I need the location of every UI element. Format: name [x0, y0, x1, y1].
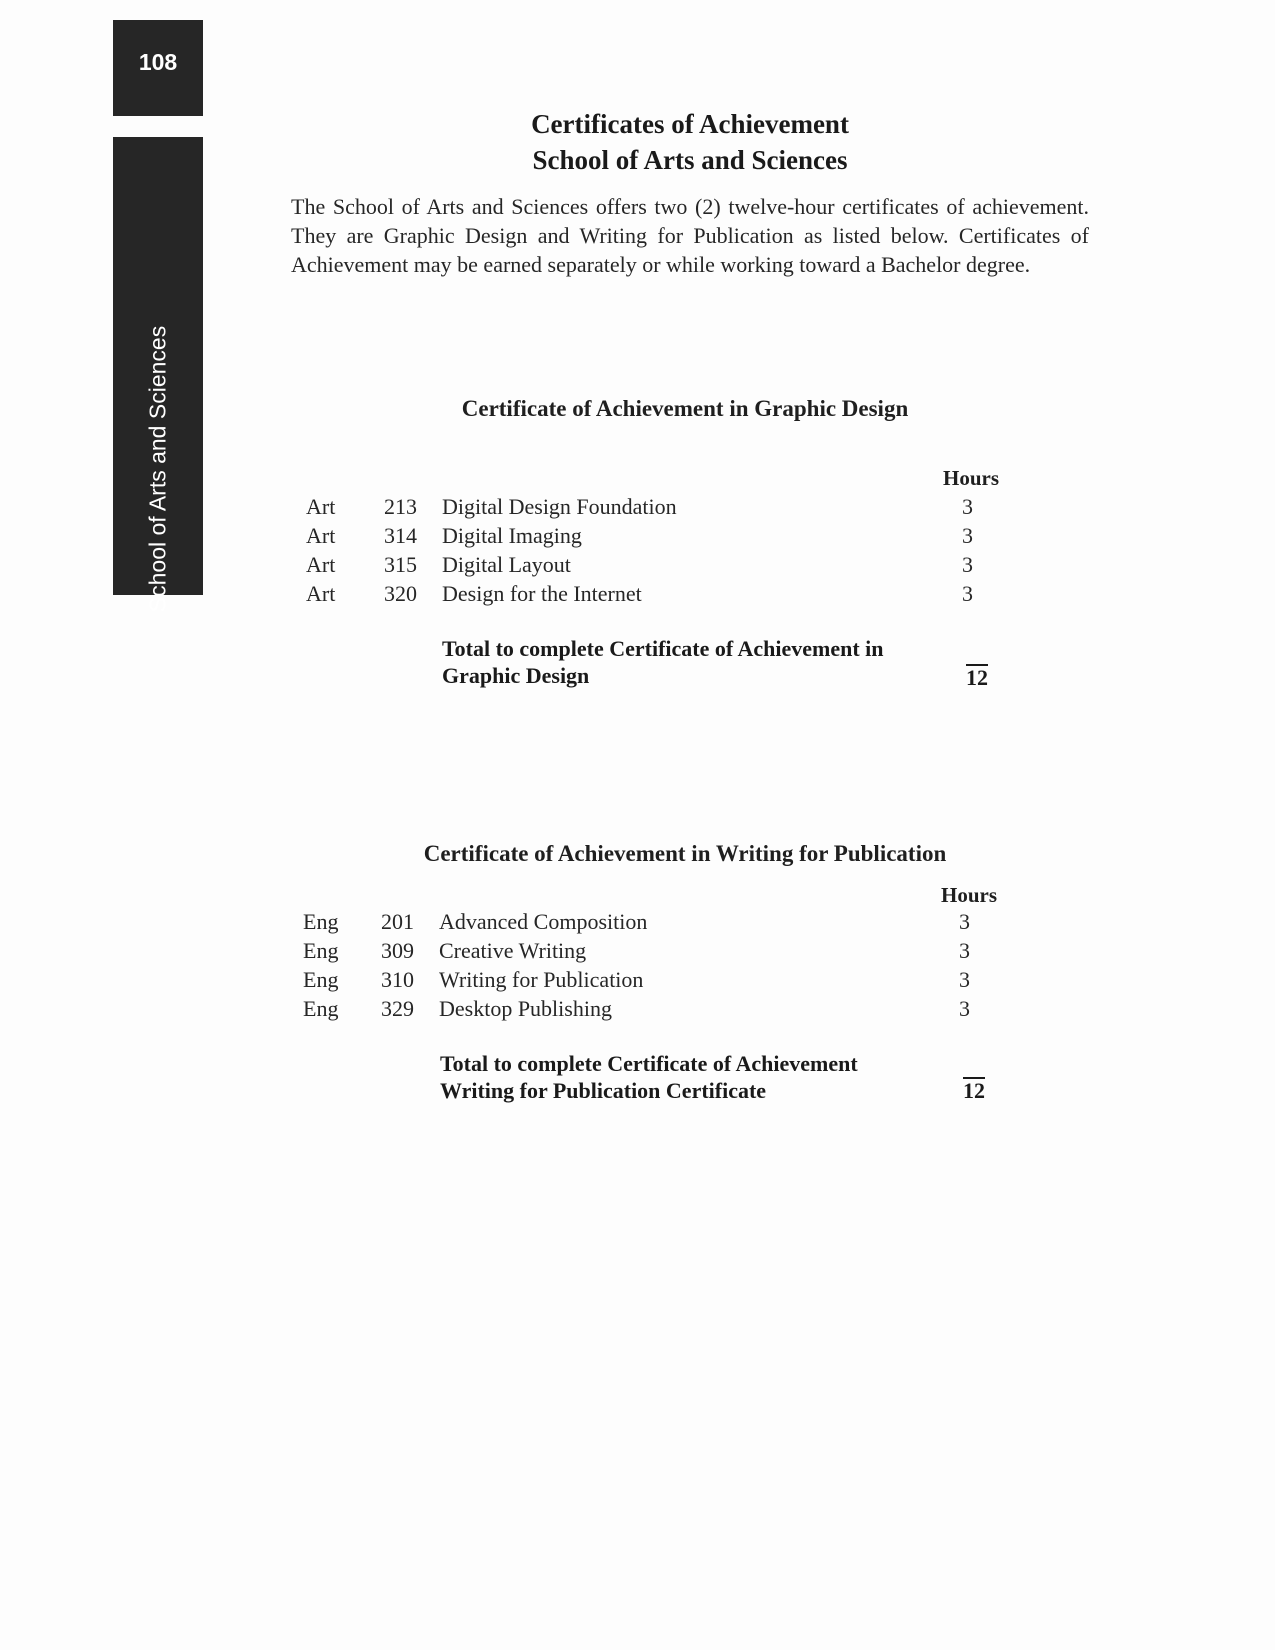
page-title-line2: School of Arts and Sciences — [532, 145, 848, 175]
page-number-tab — [113, 20, 203, 116]
course-name: Writing for Publication — [439, 967, 644, 992]
graphic-design-total — [442, 635, 922, 689]
course-name: Desktop Publishing — [439, 996, 612, 1021]
graphic-design-heading: Certificate of Achievement in Graphic Design — [461, 396, 909, 421]
course-name: Digital Layout — [442, 552, 571, 577]
course-name: Advanced Composition — [439, 909, 648, 934]
course-hours: 3 — [962, 494, 973, 519]
course-dept: Art — [306, 523, 336, 548]
writing-publication-hours-header: Hours — [941, 883, 998, 907]
total-line1: Total to complete Certificate of Achievement — [440, 1051, 858, 1076]
intro-paragraph: The School of Arts and Sciences offers two (2) twelve-hour certificates of achievement. They are Graphic Design and Writing for Publication as listed below. Certificates of Achievement may be earned separately or while working toward a Bachelor degree. — [291, 194, 1089, 277]
course-dept: Eng — [303, 996, 339, 1021]
course-hours: 3 — [962, 523, 973, 548]
graphic-design-hours-header: Hours — [943, 466, 1000, 490]
course-dept: Eng — [303, 938, 339, 963]
page-title-line1: Certificates of Achievement — [531, 109, 849, 139]
page-number: 108 — [138, 49, 178, 75]
section-tab — [113, 137, 203, 613]
course-number: 315 — [384, 552, 417, 577]
writing-publication-total — [440, 1050, 920, 1104]
graphic-design-total-hours: 12 — [966, 665, 988, 690]
course-hours: 3 — [959, 996, 970, 1021]
course-number: 201 — [381, 909, 414, 934]
course-number: 320 — [384, 581, 417, 606]
course-dept: Art — [306, 552, 336, 577]
course-number: 314 — [384, 523, 417, 548]
course-dept: Art — [306, 494, 336, 519]
course-number: 310 — [381, 967, 414, 992]
writing-publication-total-hours: 12 — [963, 1078, 985, 1103]
course-hours: 3 — [962, 552, 973, 577]
section-tab-label: School of Arts and Sciences — [144, 325, 171, 613]
course-hours: 3 — [959, 909, 970, 934]
course-number: 213 — [384, 494, 417, 519]
course-name: Digital Design Foundation — [442, 494, 677, 519]
writing-publication-heading: Certificate of Achievement in Writing for Publication — [423, 841, 947, 866]
total-line2: Writing for Publication Certificate — [440, 1078, 767, 1103]
course-number: 329 — [381, 996, 414, 1021]
course-name: Design for the Internet — [442, 581, 642, 606]
course-hours: 3 — [959, 967, 970, 992]
course-hours: 3 — [962, 581, 973, 606]
course-dept: Eng — [303, 909, 339, 934]
course-name: Digital Imaging — [442, 523, 582, 548]
course-number: 309 — [381, 938, 414, 963]
total-line1: Total to complete Certificate of Achievement in — [442, 636, 884, 661]
course-dept: Art — [306, 581, 336, 606]
course-hours: 3 — [959, 938, 970, 963]
total-line2: Graphic Design — [442, 663, 590, 688]
course-name: Creative Writing — [439, 938, 587, 963]
course-dept: Eng — [303, 967, 339, 992]
